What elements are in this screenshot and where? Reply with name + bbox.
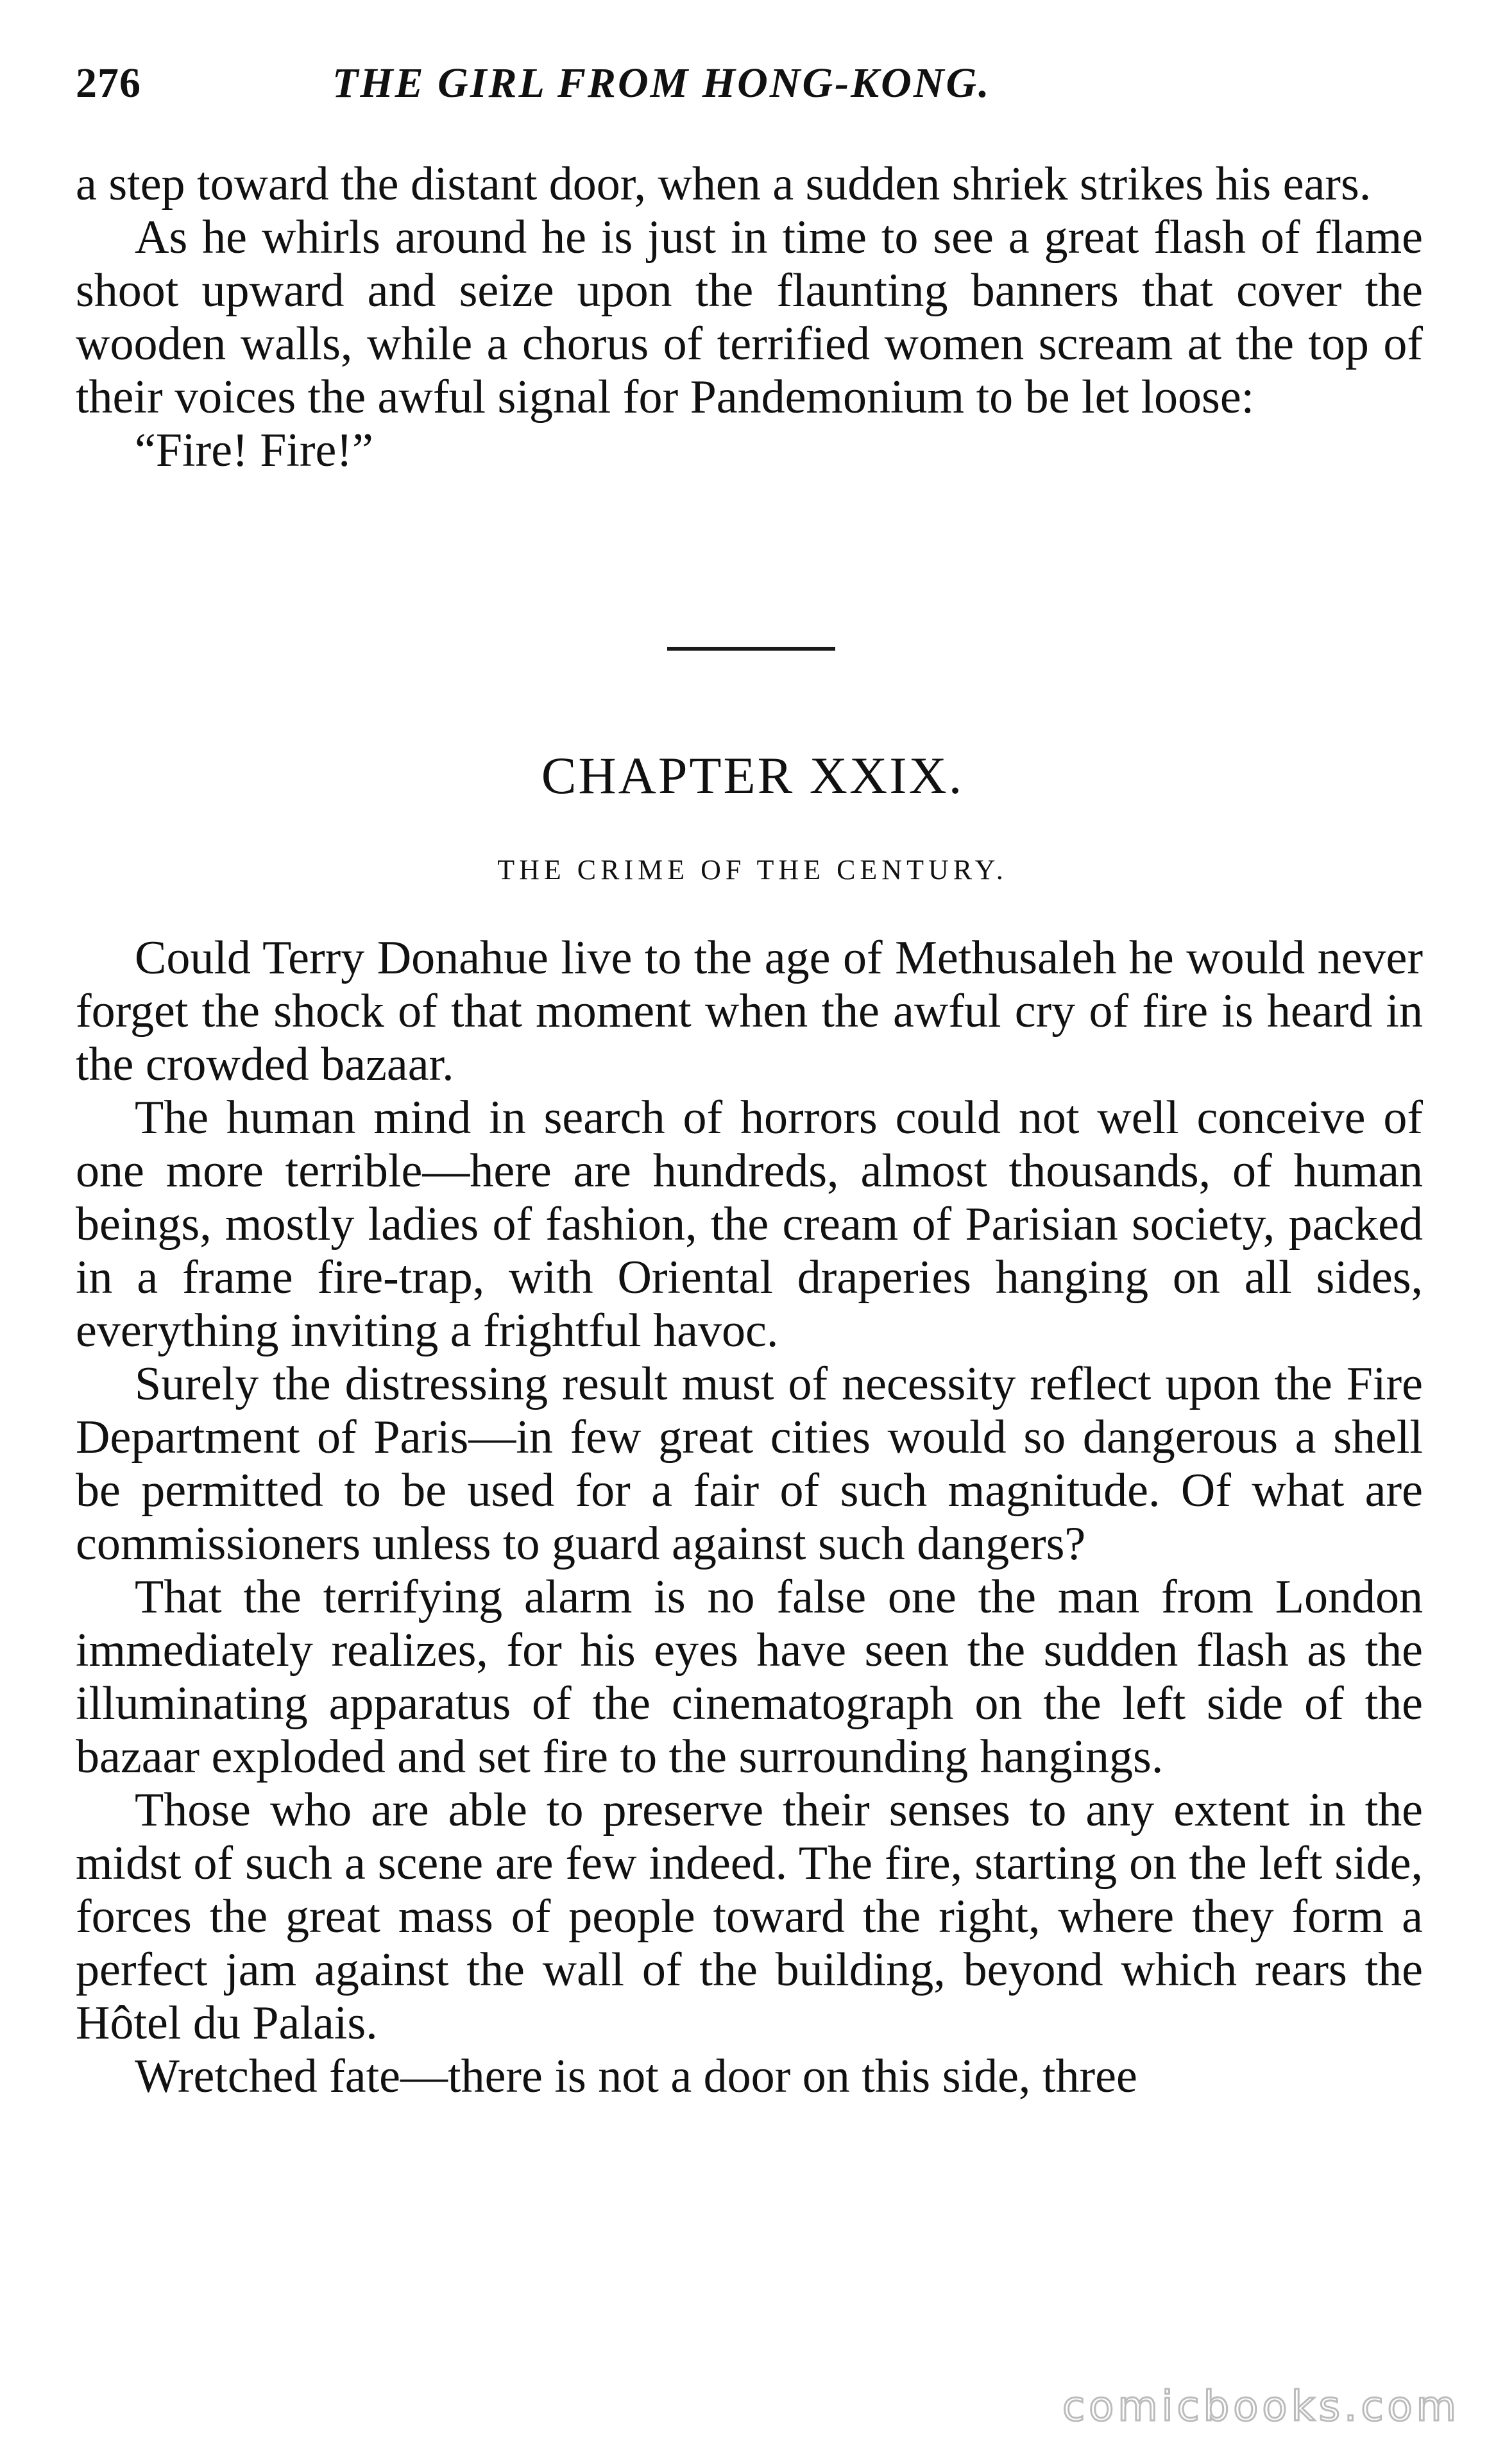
section-divider — [667, 647, 835, 651]
previous-chapter-text — [76, 158, 1423, 477]
running-title: THE GIRL FROM HONG-KONG. — [332, 60, 991, 107]
paragraph: a step toward the distant door, when a sudden shriek strikes his ears. — [76, 158, 1372, 210]
paragraph: Surely the distressing result must of necessity reflect upon the Fire Department of Paris—in few great cities would so dangerous a shell be permitted to be used for a fair of such magnitude. Of what are commissioners unless to guard against such dangers? — [76, 1358, 1423, 1570]
paragraph: Wretched fate—there is not a door on this side, three — [135, 2050, 1137, 2103]
paragraph: Those who are able to preserve their senses to any extent in the midst of such a scene are few indeed. The fire, starting on the left side, forces the great mass of people toward the right, where they form a perfect jam against the wall of the building, beyond which rears the Hôtel du Palais. — [76, 1784, 1423, 2049]
chapter-subtitle: THE CRIME OF THE CENTURY. — [497, 854, 1008, 886]
chapter-title: CHAPTER XXIX. — [541, 746, 964, 805]
running-head — [76, 59, 1429, 117]
page-number: 276 — [76, 60, 141, 107]
source-watermark: comicbooks.com — [1062, 2383, 1460, 2431]
paragraph: Could Terry Donahue live to the age of Methusaleh he would never forget the shock of that moment when the awful cry of fire is heard in the crowded bazaar. — [76, 932, 1423, 1091]
paragraph: The human mind in search of horrors could not well conceive of one more terrible—here are hundreds, almost thousands, of human beings, mostly ladies of fashion, the cream of Parisian society, packed in a frame fire-trap, with Oriental draperies hanging on all sides, everything inviting a frightful havoc. — [76, 1091, 1423, 1357]
paragraph: That the terrifying alarm is no false one the man from London immediately realizes, for his eyes have seen the sudden flash as the illuminating apparatus of the cinematograph on the left side of the bazaar exploded and set fire to the surrounding hangings. — [76, 1571, 1423, 1783]
paragraph: As he whirls around he is just in time to see a great flash of flame shoot upward and seize upon the flaunting banners that cover the wooden walls, while a chorus of terrified women scream at the top of their voices the awful signal for Pandemonium to be let loose: — [76, 211, 1423, 424]
chapter-body-text — [76, 932, 1423, 2103]
paragraph: “Fire! Fire!” — [135, 424, 373, 477]
